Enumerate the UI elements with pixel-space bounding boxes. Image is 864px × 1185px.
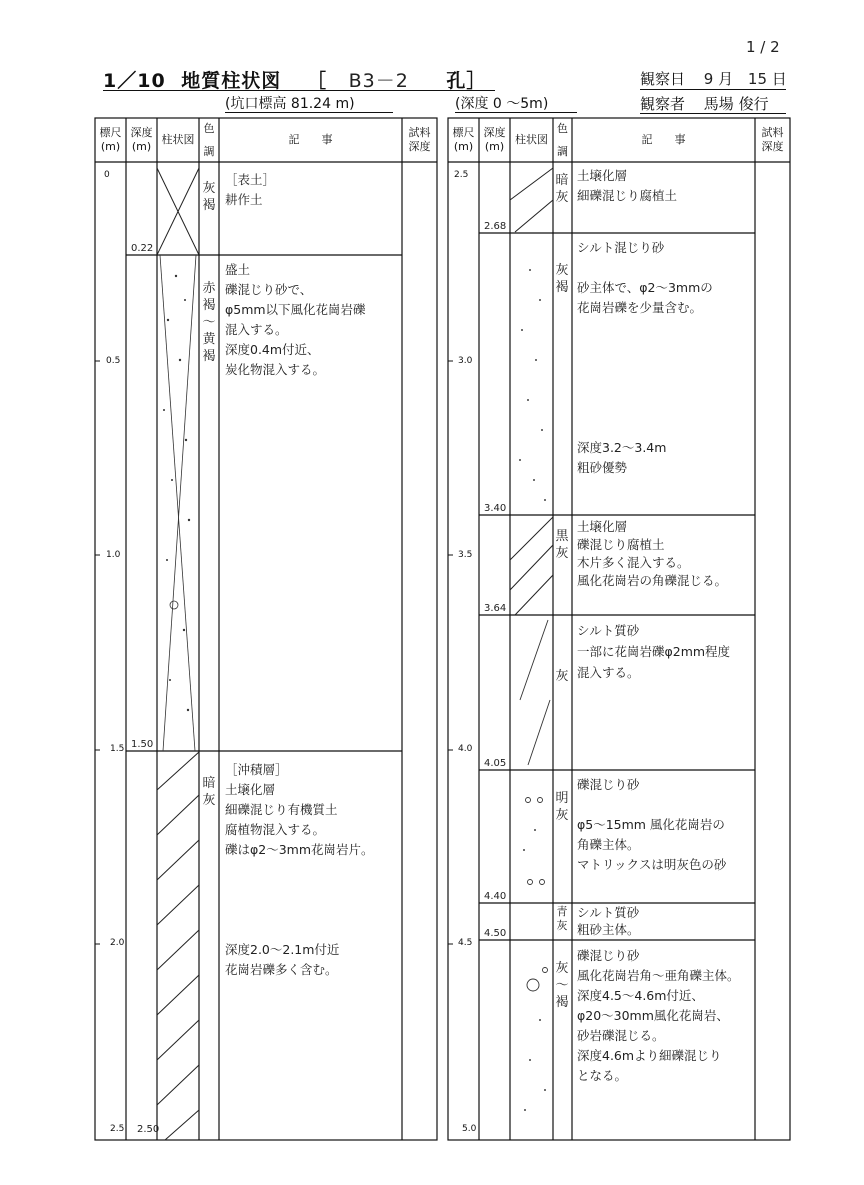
left-scale-tick: 0.5 <box>106 356 121 366</box>
right-header-sample: 試料 深度 <box>761 126 784 153</box>
left-scale-tick: 0 <box>104 170 110 180</box>
depth-range-underline <box>455 112 577 113</box>
elevation: (坑口標高 81.24 m) <box>225 96 355 112</box>
left-header-remarks: 記 事 <box>288 133 333 146</box>
right-header-column: 柱状図 <box>515 133 548 146</box>
right-layer-color: 明灰 <box>555 791 569 823</box>
left-layer-remark: ［沖積層］ 土壌化層 細礫混じり有機質土 腐植物混入する。 礫はφ2～3mm花崗岩片。 深度2.0～2.1m付近 花崗岩礫多く含む。 <box>225 762 374 977</box>
right-scale-tick: 3.5 <box>458 550 473 560</box>
date-day-unit: 日 <box>771 70 787 88</box>
right-header-color-top: 色 <box>557 122 568 135</box>
right-layer-depth: 3.64 <box>484 603 507 614</box>
observer-label: 観察者 <box>640 95 686 113</box>
right-layer-remark: シルト質砂 粗砂主体。 <box>577 905 640 937</box>
right-column-silty-sand <box>520 620 550 765</box>
right-layer-color: 暗灰 <box>555 173 569 205</box>
observer <box>640 93 769 114</box>
title-scale: 1／10 <box>103 70 166 92</box>
right-scale-tick: 3.0 <box>458 356 473 366</box>
date-underline <box>640 89 786 90</box>
right-layer-remark: 礫混じり砂 風化花崗岩角～亜角礫主体。 深度4.5～4.6m付近、 φ20～30mm風化花崗岩、 砂岩礫混じる。 深度4.6mより細礫混じり となる。 <box>577 948 740 1083</box>
right-layer-color: 灰～褐 <box>555 961 569 1010</box>
observer-name: 馬場 俊行 <box>703 95 769 113</box>
title-underline <box>103 90 495 91</box>
date-month-unit: 月 <box>718 70 734 88</box>
right-layer-depth: 4.40 <box>484 891 507 902</box>
depth-range: (深度 0 ～5m) <box>455 96 549 112</box>
date-month: 9 <box>703 70 714 88</box>
right-header-remarks: 記 事 <box>641 133 686 146</box>
title-name: 地質柱状図 <box>181 70 282 92</box>
right-layer-remark: 礫混じり砂 φ5～15mm 風化花崗岩の 角礫主体。 マトリックスは明灰色の砂 <box>577 777 727 872</box>
left-layer-color: 暗灰 <box>202 776 216 808</box>
borehole-code: B3－2 <box>348 70 409 92</box>
right-column-humus-hatch <box>510 168 553 232</box>
left-header-sample: 試料 深度 <box>408 126 431 153</box>
observation-date <box>640 68 787 89</box>
right-column-gravel <box>526 798 548 992</box>
right-layer-depth: 4.50 <box>484 928 507 939</box>
right-header-depth: 深度 (m) <box>483 126 506 153</box>
right-scale-tick: 4.0 <box>458 744 473 754</box>
right-header-color-bottom: 調 <box>557 145 568 158</box>
right-header-scale: 標尺 (m) <box>452 126 475 153</box>
left-column-topsoil <box>157 168 199 255</box>
sheet-title <box>103 66 486 93</box>
observer-underline <box>640 113 786 114</box>
date-label: 観察日 <box>640 70 686 88</box>
right-scale-tick: 5.0 <box>462 1124 477 1134</box>
left-layer-depth: 2.50 <box>137 1124 160 1135</box>
left-layer-color: 灰褐 <box>202 181 216 213</box>
left-layer-depth: 0.22 <box>131 243 154 254</box>
right-layer-remark: シルト混じり砂 砂主体で、φ2～3mmの 花崗岩礫を少量含む。 深度3.2～3.4m 粗砂優勢 <box>577 240 713 475</box>
right-layer-depth: 2.68 <box>484 221 507 232</box>
right-layer-remark: 土壌化層 細礫混じり腐植土 <box>577 168 678 203</box>
elevation-underline <box>225 112 393 113</box>
left-scale-tick: 1.0 <box>106 550 121 560</box>
left-layer-remark: 盛土 礫混じり砂で、 φ5mm以下風化花崗岩礫 混入する。 深度0.4m付近、 炭化物混入する。 <box>225 262 366 377</box>
left-header-scale: 標尺 (m) <box>99 126 122 153</box>
right-layer-depth: 4.05 <box>484 758 507 769</box>
left-column-fill <box>160 255 196 751</box>
left-scale-tick: 2.5 <box>110 1124 125 1134</box>
left-scale-tick: 2.0 <box>110 938 125 948</box>
left-header-color-top: 色 <box>203 122 215 135</box>
right-layer-color: 青灰 <box>556 905 568 932</box>
left-layer-color: 赤褐～黄褐 <box>202 281 216 364</box>
title-bracket: ［ <box>306 70 327 92</box>
right-layer-remark: 土壌化層 礫混じり腐植土 木片多く混入する。 風化花崗岩の角礫混じる。 <box>577 519 728 588</box>
right-layer-depth: 3.40 <box>484 503 507 514</box>
left-column-alluvium-hatch <box>157 752 199 1140</box>
right-scale-tick: 4.5 <box>458 938 473 948</box>
left-header-column: 柱状図 <box>161 133 195 146</box>
right-layer-color: 灰褐 <box>555 263 569 295</box>
right-layer-color: 灰 <box>555 669 569 684</box>
date-day: 15 <box>747 70 768 88</box>
right-scale-tick: 2.5 <box>454 170 469 180</box>
page-number: 1 / 2 <box>746 38 780 56</box>
right-column-soil-hatch <box>510 517 553 615</box>
right-layer-color: 黒灰 <box>555 529 569 561</box>
left-layer-remark: ［表土］ 耕作土 <box>225 172 276 207</box>
left-header-color-bottom: 調 <box>203 145 215 158</box>
title-hole: 孔］ <box>446 70 487 92</box>
left-layer-depth: 1.50 <box>131 739 154 750</box>
left-header-depth: 深度 (m) <box>130 126 153 153</box>
right-column-sand-dots <box>519 269 546 501</box>
right-layer-remark: シルト質砂 一部に花崗岩礫φ2mm程度 混入する。 <box>577 623 731 680</box>
left-scale-tick: 1.5 <box>110 744 125 754</box>
